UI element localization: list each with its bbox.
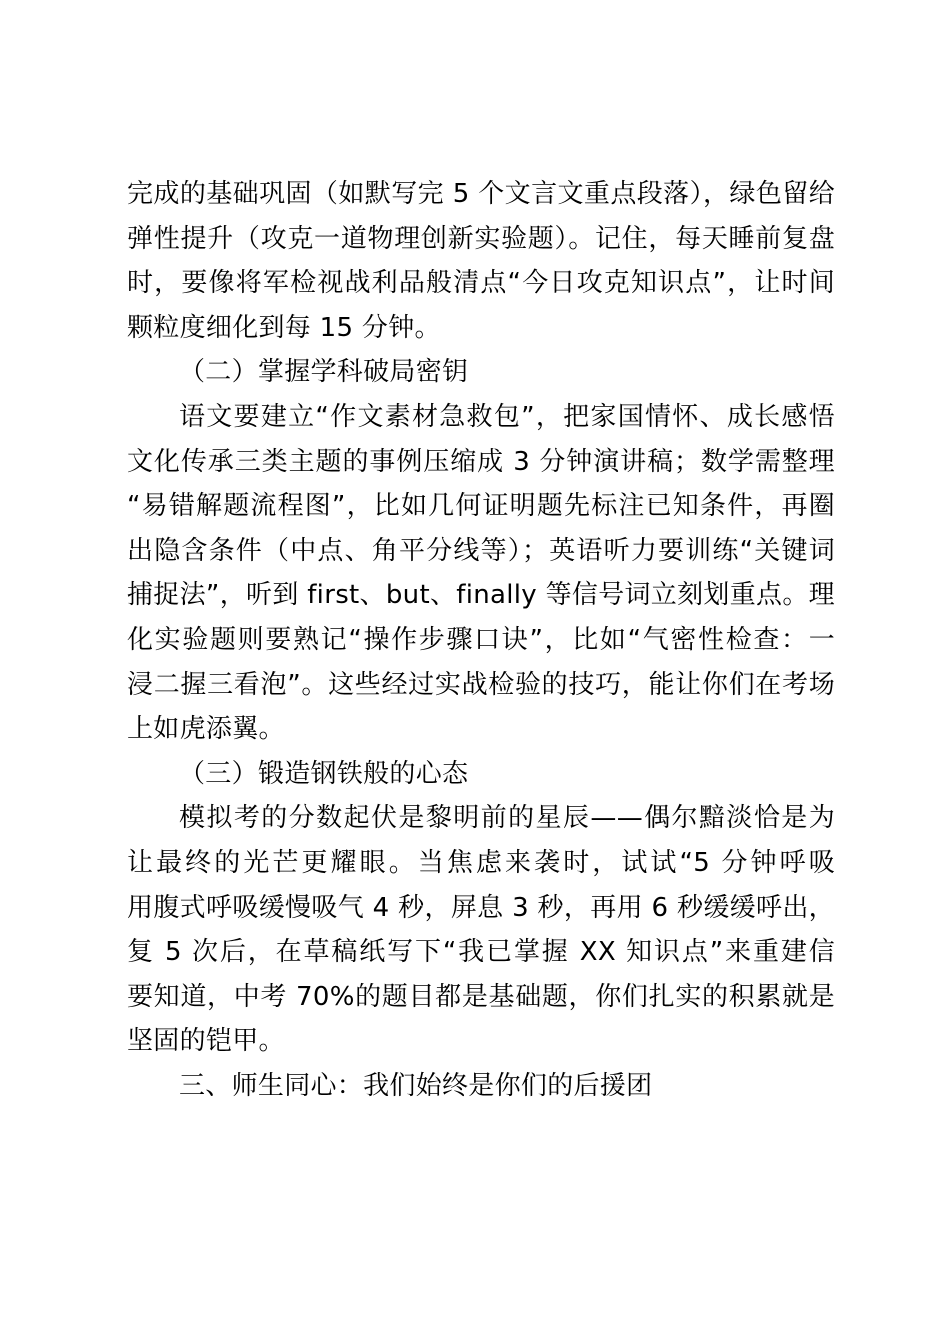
body-line: 复 5 次后，在草稿纸写下“我已掌握 XX 知识点”来重建信 [127,937,835,968]
section-heading-3: （三）锻造钢铁般的心态 [179,758,469,789]
body-line: 颗粒度细化到每 15 分钟。 [127,312,441,343]
body-line: 捕捉法”，听到 first、but、finally 等信号词立刻划重点。理 [127,580,835,611]
body-line: 浸二握三看泡”。这些经过实战检验的技巧，能让你们在考场 [127,669,835,700]
body-line: 要知道，中考 70%的题目都是基础题，你们扎实的积累就是 [127,981,835,1012]
body-line: “易错解题流程图”，比如几何证明题先标注已知条件，再圈 [127,491,835,522]
section-heading-2: （二）掌握学科破局密钥 [179,357,469,388]
body-line: 时，要像将军检视战利品般清点“今日攻克知识点”，让时间 [127,268,835,299]
body-line: 让最终的光芒更耀眼。当焦虑来袭时，试试“5 分钟呼吸 [127,847,835,878]
body-line: 化实验题则要熟记“操作步骤口诀”，比如“气密性检查：一 [127,624,835,655]
body-line: 坚固的铠甲。 [127,1026,285,1057]
body-line: 语文要建立“作文素材急救包”，把家国情怀、成长感悟 [179,401,835,432]
document-body [127,172,835,1108]
body-line: 上如虎添翼。 [127,714,285,745]
body-line: 用腹式呼吸缓慢吸气 4 秒，屏息 3 秒，再用 6 秒缓缓呼出， [127,892,835,923]
chapter-heading-3: 三、师生同心：我们始终是你们的后援团 [179,1070,653,1101]
body-line: 出隐含条件（中点、角平分线等）；英语听力要训练“关键词 [127,535,835,566]
body-line: 弹性提升（攻克一道物理创新实验题）。记住，每天睡前复盘 [127,223,835,254]
body-line: 完成的基础巩固（如默写完 5 个文言文重点段落），绿色留给 [127,179,835,209]
body-line: 文化传承三类主题的事例压缩成 3 分钟演讲稿；数学需整理 [127,446,835,477]
body-line: 模拟考的分数起伏是黎明前的星辰——偶尔黯淡恰是为 [179,803,835,834]
